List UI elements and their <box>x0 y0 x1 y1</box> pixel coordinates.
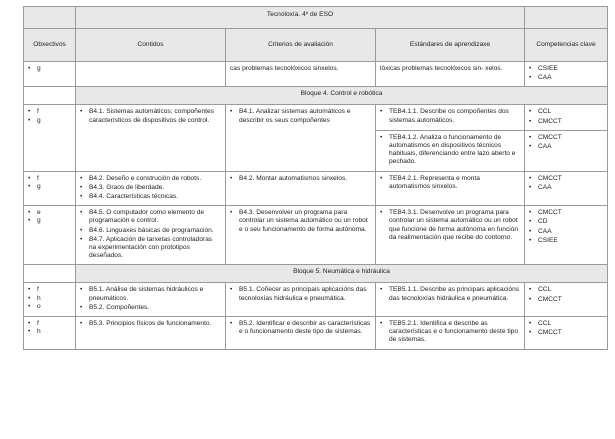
competencia-item: • CD <box>529 218 603 226</box>
estandar-cell <box>376 317 525 350</box>
obxectivo-item: • f <box>28 175 71 183</box>
obxectivo-item: • h <box>28 328 71 336</box>
competencia-item: • CMCCT <box>529 118 603 126</box>
contidos-cell <box>76 62 226 87</box>
criterio-item: • B4.3. Desenvolver un programa para controlar un sistema automático ou un robot e o seu funcionamento de forma autónoma. <box>230 209 371 234</box>
criterios-cell <box>226 105 376 171</box>
contidos-cell <box>76 105 226 171</box>
header-competencias: Competencias clave <box>525 29 608 62</box>
competencia-item: • CAA <box>529 184 603 192</box>
criterios-cell <box>226 206 376 265</box>
obxectivo-item: • f <box>28 286 71 294</box>
table-row <box>24 317 608 350</box>
contido-item: • B4.5. O computador como elemento de programación e control. <box>80 209 221 225</box>
competencia-item: • CMCCT <box>529 175 603 183</box>
table-row <box>24 206 608 265</box>
estandar-cell <box>376 130 525 171</box>
contido-item: • B5.2. Compoñentes. <box>80 304 221 312</box>
criterio-item: • B5.1. Coñecer as principais aplicacións das tecnoloxías hidráulica e pneumática. <box>230 286 371 302</box>
contidos-cell <box>76 283 226 317</box>
estandar-cell <box>376 171 525 206</box>
header-estandares: Estándares de aprendizaxe <box>376 29 525 62</box>
obxectivos-cell <box>24 105 76 171</box>
contido-item: • B4.4. Características técnicas. <box>80 193 221 201</box>
table-row <box>24 62 608 87</box>
competencia-item: • CSIEE <box>529 237 603 245</box>
competencia-item: • CMCCT <box>529 329 603 337</box>
criterios-cell <box>226 317 376 350</box>
estandar-cell <box>376 206 525 265</box>
criterio-item: • B4.1. Analizar sistemas automáticos e describir os seus compoñentes <box>230 108 371 124</box>
table-row <box>24 171 608 206</box>
bloque-5-heading: Bloque 5. Neumática e hidráulica <box>76 265 608 283</box>
competencia-item: • CAA <box>529 143 603 151</box>
competencia-item: • CMCCT <box>529 209 603 217</box>
table-row <box>24 105 608 130</box>
competencia-item: • CAA <box>529 74 603 82</box>
criterios-cell <box>226 283 376 317</box>
competencia-item: • CAA <box>529 228 603 236</box>
table-title: Tecnoloxía. 4º de ESO <box>76 7 525 29</box>
obxectivos-cell <box>24 206 76 265</box>
obxectivos-cell <box>24 62 76 87</box>
contidos-cell <box>76 171 226 206</box>
contido-item: • B4.1. Sistemas automáticos; compoñentes característicos de dispositivos de control. <box>80 108 221 124</box>
title-spacer-cell <box>525 7 608 29</box>
competencia-item: • CCL <box>529 320 603 328</box>
competencias-cell <box>525 317 608 350</box>
criterio-item: • B5.2. Identificar e describir as características e o funcionamento deste tipo de sistemas. <box>230 320 371 336</box>
estandar-item: • TEB4.3.1. Desenvolve un programa para controlar un sistema automático ou un robot que funcione de forma autónoma en función da realimentación que recibe do contorno. <box>380 209 520 242</box>
criterios-cell <box>226 171 376 206</box>
competencia-item: • CMCCT <box>529 134 603 142</box>
table-row <box>24 283 608 317</box>
contido-item: • B4.2. Deseño e construción de robots. <box>80 175 221 183</box>
estandar-text: lóxicas problemas tecnolóxicos sin- xelos. <box>380 65 503 72</box>
obxectivo-item: • g <box>28 117 71 125</box>
header-contidos: Contidos <box>76 29 226 62</box>
contidos-cell <box>76 317 226 350</box>
title-spacer-cell <box>24 7 76 29</box>
competencia-item: • CSIEE <box>529 65 603 73</box>
obxectivos-cell <box>24 317 76 350</box>
criterio-text: cas problemas tecnolóxicos sinxelos. <box>230 65 339 72</box>
competencia-item: • CMCCT <box>529 296 603 304</box>
obxectivo-item: • e <box>28 209 71 217</box>
obxectivo-item: • h <box>28 295 71 303</box>
competencias-cell <box>525 283 608 317</box>
obxectivo-item: • o <box>28 303 71 311</box>
estandar-item: • TEB4.2.1. Representa e monta automatismos sinxelos. <box>380 175 520 191</box>
obxectivo-item: • g <box>28 65 71 73</box>
competencias-cell <box>525 62 608 87</box>
competencias-cell <box>525 105 608 130</box>
estandar-cell <box>376 105 525 130</box>
competencias-cell <box>525 171 608 206</box>
header-obxectivos: Obxectivos <box>24 29 76 62</box>
estandar-item: • TEB5.1.1. Describe as principais aplicacións das tecnoloxías hidráulica e pneumática. <box>380 286 520 302</box>
curriculum-table <box>23 6 608 350</box>
estandar-item: • TEB5.2.1. Identifica e describe as características e o funcionamento deste tipo de sistemas. <box>380 320 520 345</box>
contido-item: • B4.7. Aplicación de tarxetas controladoras na experimentación con prototipos deseñados. <box>80 236 221 261</box>
block-spacer-cell <box>24 265 76 283</box>
obxectivo-item: • f <box>28 320 71 328</box>
contido-item: • B4.3. Graos de liberdade. <box>80 184 221 192</box>
contido-item: • B5.1. Análise de sistemas hidráulicos e pneumáticos. <box>80 286 221 302</box>
estandar-cell <box>376 283 525 317</box>
obxectivo-item: • g <box>28 217 71 225</box>
obxectivos-cell <box>24 171 76 206</box>
contidos-cell <box>76 206 226 265</box>
competencia-item: • CCL <box>529 286 603 294</box>
competencias-cell <box>525 206 608 265</box>
criterio-item: • B4.2. Montar automatismos sinxelos. <box>230 175 371 183</box>
contido-item: • B4.6. Linguaxes básicas de programación. <box>80 227 221 235</box>
competencia-item: • CCL <box>529 108 603 116</box>
competencias-cell <box>525 130 608 171</box>
bloque-4-heading: Bloque 4. Control e robótica <box>76 87 608 105</box>
estandar-cell <box>376 62 525 87</box>
obxectivos-cell <box>24 283 76 317</box>
obxectivo-item: • f <box>28 108 71 116</box>
block-spacer-cell <box>24 87 76 105</box>
criterios-cell <box>226 62 376 87</box>
contido-item: • B5.3. Principios físicos de funcionamento. <box>80 320 221 328</box>
estandar-item: • TEB4.1.2. Analiza o funcionamento de automatismos en dispositivos técnicos habituais, diferenciando entre lazo aberto e pechado. <box>380 134 520 167</box>
header-criterios: Criterios de avaliación <box>226 29 376 62</box>
estandar-item: • TEB4.1.1. Describe os compoñentes dos sistemas automáticos. <box>380 108 520 124</box>
obxectivo-item: • g <box>28 183 71 191</box>
